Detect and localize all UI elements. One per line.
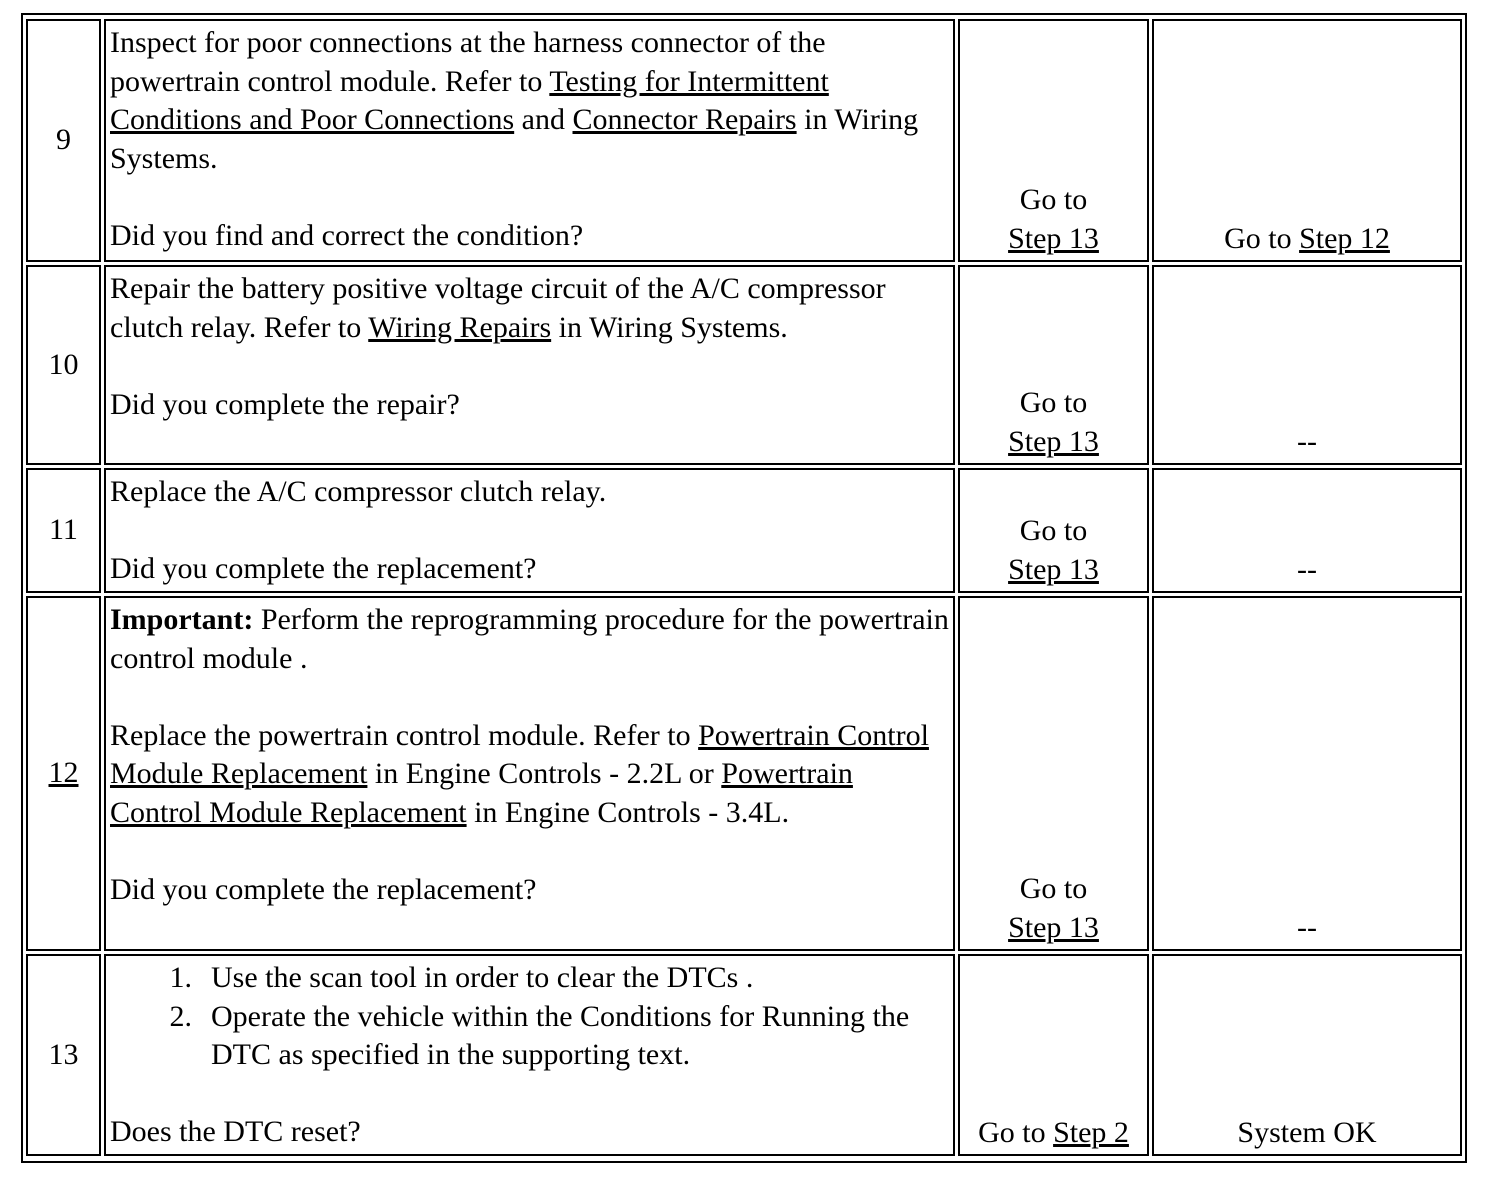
- step-12-description: Important: Perform the reprogramming procedure for the powertrain control module . Replace the powertrain control module. Refer to Powertrain Control Module Replacement in Engine Controls - 2.2L or Powertrain Control Module Replacement in Engine Controls - 3.4L. Did you complete the replacement?: [104, 596, 955, 951]
- step-13-yes-action: Go to Step 2: [958, 954, 1149, 1156]
- link-step-2[interactable]: Step 2: [1053, 1115, 1129, 1149]
- step-9-question: Did you find and correct the condition?: [110, 218, 584, 252]
- link-connector-repairs[interactable]: Connector Repairs: [572, 103, 797, 136]
- diagnostic-table: [21, 13, 1467, 1163]
- important-label: Important:: [110, 603, 254, 636]
- link-pcm-replacement-34l[interactable]: Powertrain Control Module Replacement: [110, 757, 853, 829]
- step-10-no-action: --: [1152, 265, 1462, 465]
- step-number-10: 10: [26, 265, 101, 465]
- link-wiring-repairs[interactable]: Wiring Repairs: [368, 310, 552, 344]
- step-number-13: 13: [26, 954, 101, 1156]
- step-number-12: [26, 596, 101, 951]
- link-step-13[interactable]: Step 13: [1008, 424, 1099, 458]
- step-11-description: Replace the A/C compressor clutch relay. Did you complete the replacement?: [104, 468, 955, 593]
- list-item: 1. Use the scan tool in order to clear the DTCs .: [169, 961, 754, 994]
- step-12-link[interactable]: 12: [48, 756, 79, 790]
- step-10-question: Did you complete the repair?: [110, 387, 460, 421]
- step-9-no-action: Go to Step 12: [1152, 19, 1462, 262]
- step-12-no-action: --: [1152, 596, 1462, 951]
- step-11-no-action: --: [1152, 468, 1462, 593]
- step-number-9: 9: [26, 19, 101, 262]
- link-testing-intermittent[interactable]: Testing for Intermittent Conditions and Poor Connections: [110, 64, 829, 136]
- link-step-13[interactable]: Step 13: [1008, 221, 1099, 255]
- step-number-11: 11: [26, 468, 101, 593]
- step-12-yes-action: Go to Step 13: [958, 596, 1149, 951]
- step-10-description: Repair the battery positive voltage circuit of the A/C compressor clutch relay. Refer to Wiring Repairs in Wiring Systems. Did you complete the repair?: [104, 265, 955, 465]
- step-13-question: Does the DTC reset?: [110, 1115, 361, 1148]
- step-13-list: [110, 959, 949, 1075]
- link-step-13[interactable]: Step 13: [1008, 552, 1099, 586]
- step-13-description: [104, 954, 955, 1156]
- step-9-yes-action: Go to Step 13: [958, 19, 1149, 262]
- step-11-yes-action: Go to Step 13: [958, 468, 1149, 593]
- list-item: 2. Operate the vehicle within the Conditions for Running the DTC as specified in the supporting text.: [169, 999, 910, 1071]
- step-11-question: Did you complete the replacement?: [110, 552, 537, 585]
- step-9-description: Inspect for poor connections at the harness connector of the powertrain control module. Refer to Testing for Intermittent Conditions and Poor Connections and Connector Repairs in Wiring Systems. Did you find and correct the condition?: [104, 19, 955, 262]
- link-step-12[interactable]: Step 12: [1299, 221, 1390, 255]
- step-10-yes-action: Go to Step 13: [958, 265, 1149, 465]
- step-12-question: Did you complete the replacement?: [110, 872, 537, 906]
- step-13-no-action: System OK: [1152, 954, 1462, 1156]
- link-step-13[interactable]: Step 13: [1008, 910, 1099, 944]
- link-pcm-replacement-22l[interactable]: Powertrain Control Module Replacement: [110, 718, 929, 790]
